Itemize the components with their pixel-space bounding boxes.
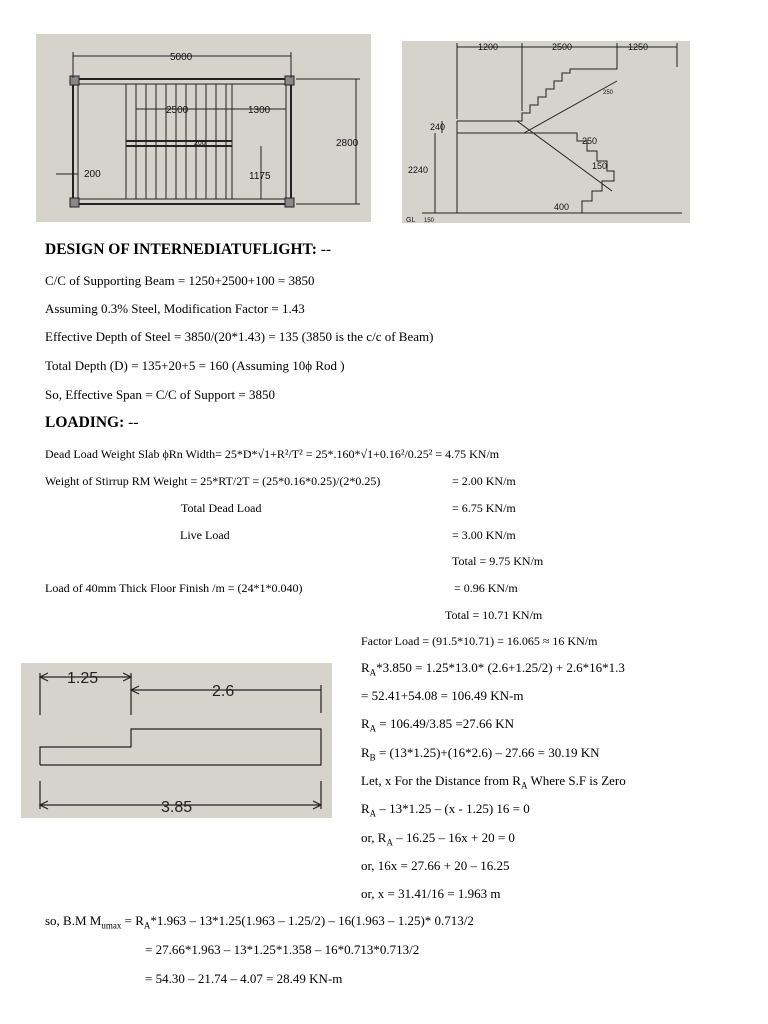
- bm-line-1: so, B.M $M_{umax} = R_A*1.963 - 13*1.25(1.963 - 1.25/2) - 16(1.963 - 1.25)*$ 0.713/2: [45, 913, 474, 931]
- stirrup-value: = 2.00 KN/m: [452, 474, 516, 488]
- design-line-3: Effective Depth of Steel = 3850/(20*1.43) = 135 (3850 is the c/c of Beam): [45, 329, 434, 344]
- live-load-value: = 3.00 KN/m: [452, 528, 516, 542]
- total-dead-label: Total Dead Load: [181, 501, 262, 515]
- dim-1200: 1200: [478, 42, 499, 52]
- design-line-2: Assuming 0.3% Steel, Modification Factor = 1.43: [45, 301, 305, 316]
- gl-label: GL: [406, 217, 416, 223]
- calc-sf-eq: $R_A - 13*1.25 - (x - 1.25) 16 = 0$: [361, 801, 530, 819]
- stirrup-label: Weight of Stirrup RM Weight = 25*RT/2T = (25*0.16*0.25)/(2*0.25): [45, 474, 381, 488]
- loading-heading: LOADING: --: [45, 414, 139, 431]
- dim-240: 240: [430, 122, 446, 132]
- span-1-25: 1.25: [67, 670, 99, 687]
- calc-rb: $R_B = (13*1.25)+(16*2.6) - 27.66 = 30.19$ KN: [361, 745, 600, 763]
- total-dead-value: = 6.75 KN/m: [452, 501, 516, 515]
- dim-1300: 1300: [248, 105, 271, 116]
- calc-moment-result: = 52.41+54.08 = 106.49 KN-m: [361, 688, 524, 703]
- bm-line-3: = 54.30 – 21.74 – 4.07 = 28.49 KN-m: [145, 971, 343, 986]
- span-diagram-figure: [21, 663, 332, 818]
- calc-or-3: or, x = 31.41/16 = 1.963 m: [361, 886, 501, 901]
- dim-2500: 2500: [166, 105, 189, 116]
- span-3-85: 3.85: [161, 799, 193, 816]
- dead-load-slab: Dead Load Weight Slab ϕRn Width= 25*D*√1+R²/T² = 25*.160*√1+0.16²/0.25² = 4.75 KN/m: [45, 447, 500, 461]
- design-line-5: So, Effective Span = C/C of Support = 3850: [45, 387, 275, 402]
- stair-plan-figure: [36, 34, 371, 222]
- gl-value: 150: [424, 218, 435, 223]
- stair-section-figure: [402, 41, 690, 223]
- dim-400: 400: [554, 202, 570, 212]
- dim-250-top: 250: [603, 90, 614, 96]
- calc-ra: $R_A = 106.49/3.85 =27.66$ KN: [361, 716, 514, 734]
- dim-150: 150: [592, 161, 608, 171]
- bm-line-2: = 27.66*1.963 – 13*1.25*1.358 – 16*0.713*0.713/2: [145, 942, 420, 957]
- calc-or-2: or, 16x = 27.66 + 20 – 16.25: [361, 858, 510, 873]
- design-line-4: Total Depth (D) = 135+20+5 = 160 (Assuming 10ϕ Rod ): [45, 358, 345, 373]
- floor-finish-label: Load of 40mm Thick Floor Finish /m = (24*1*0.040): [45, 581, 303, 595]
- dim-1250: 1250: [628, 42, 649, 52]
- design-heading: DESIGN OF INTERNEDIATUFLIGHT: --: [45, 241, 332, 258]
- dim-2800: 2800: [336, 138, 359, 149]
- floor-finish-value: = 0.96 KN/m: [454, 581, 518, 595]
- factor-load: Factor Load = (91.5*10.71) = 16.065 ≈ 16 KN/m: [361, 634, 598, 648]
- dim-2240: 2240: [408, 165, 429, 175]
- live-load-label: Live Load: [180, 528, 230, 542]
- dim-1175: 1175: [249, 171, 271, 182]
- dim-5000: 5000: [170, 52, 193, 63]
- total-2: Total = 10.71 KN/m: [445, 608, 543, 622]
- calc-let-x: Let, x For the Distance from $R_A$ Where S.F is Zero: [361, 773, 626, 791]
- dim-2500: 2500: [552, 42, 573, 52]
- calc-or-1: or, $R_A - 16.25 - 16x + 20 = 0$: [361, 830, 515, 848]
- dim-200-left: 200: [84, 169, 101, 180]
- calc-moment-eq: $R_A*3.850 = 1.25*13.0*$ (2.6+1.25/2) + 2.6*16*1.3: [361, 660, 625, 678]
- span-2-6: 2.6: [212, 683, 235, 700]
- design-line-1: C/C of Supporting Beam = 1250+2500+100 = 3850: [45, 273, 315, 288]
- total-1: Total = 9.75 KN/m: [452, 554, 544, 568]
- dim-250: 250: [582, 136, 598, 146]
- dim-200-mid: 200: [194, 140, 206, 147]
